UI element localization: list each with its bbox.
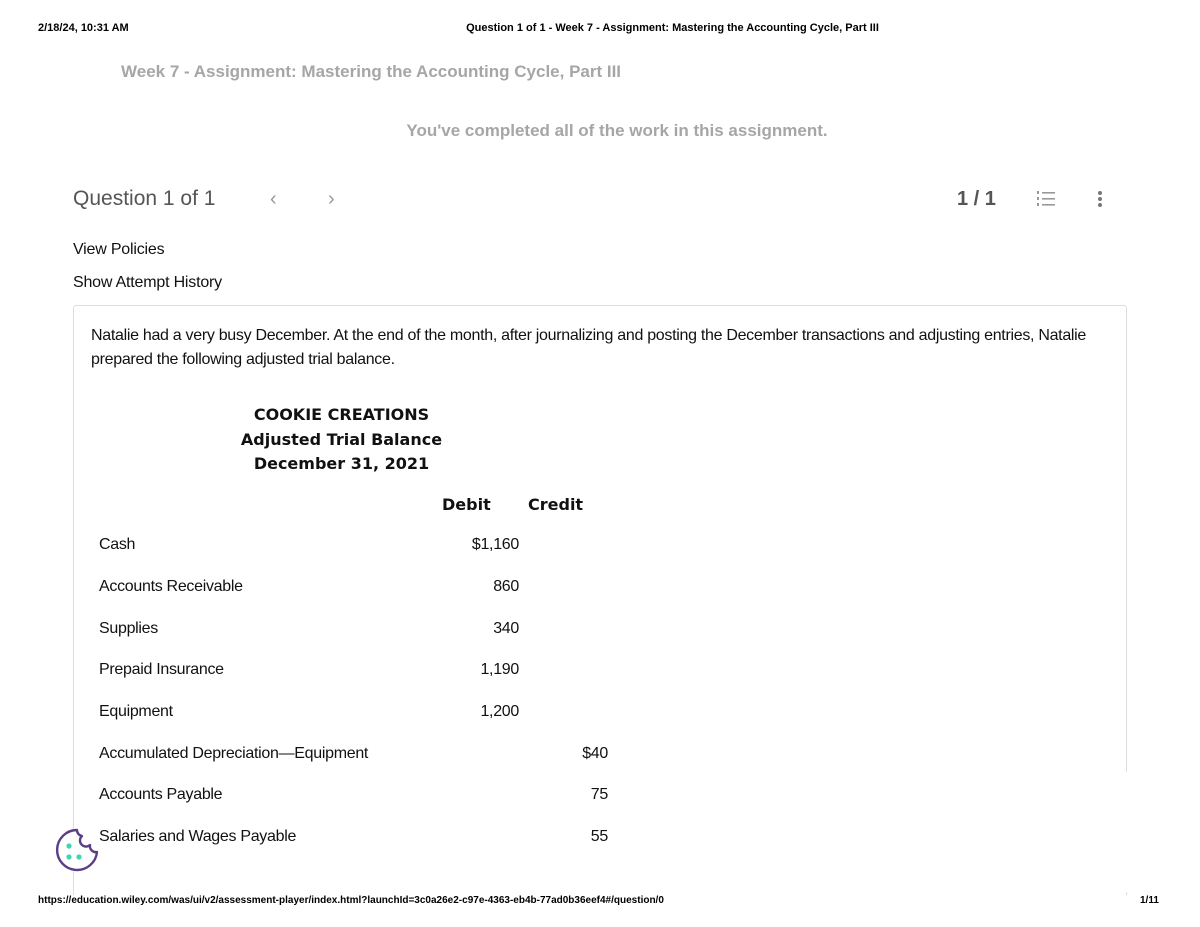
question-title: Question 1 of 1	[73, 187, 216, 210]
cookie-icon[interactable]	[54, 827, 100, 873]
show-attempt-history-link[interactable]: Show Attempt History	[73, 274, 222, 291]
question-counter: 1 / 1	[957, 188, 996, 210]
credit-amount: 75	[590, 786, 608, 803]
table-row	[99, 661, 599, 685]
chevron-left-icon[interactable]: ‹	[270, 188, 277, 210]
debit-amount: 1,190	[480, 661, 519, 678]
credit-amount: $40	[582, 745, 608, 762]
question-navigation-bar	[73, 186, 1113, 216]
print-header	[0, 22, 1200, 38]
account-name: Accumulated Depreciation—Equipment	[99, 745, 369, 762]
account-name: Cash	[99, 536, 136, 553]
chevron-right-icon[interactable]: ›	[328, 188, 335, 210]
print-datetime: 2/18/24, 10:31 AM	[38, 22, 129, 34]
print-footer	[0, 895, 1200, 909]
table-row	[99, 536, 599, 560]
print-title: Question 1 of 1 - Week 7 - Assignment: Mastering the Accounting Cycle, Part III	[466, 22, 879, 34]
page-number: 1/11	[1140, 895, 1159, 906]
credit-amount: 55	[590, 828, 608, 845]
view-policies-link[interactable]: View Policies	[73, 241, 165, 258]
divider	[1126, 772, 1127, 892]
question-content-box	[73, 305, 1127, 895]
completion-message: You've completed all of the work in this assignment.	[406, 121, 828, 140]
account-name: Prepaid Insurance	[99, 661, 224, 678]
debit-amount: 1,200	[480, 703, 519, 720]
account-name: Accounts Payable	[99, 786, 223, 803]
statement-date: December 31, 2021	[253, 454, 430, 473]
company-name: COOKIE CREATIONS	[253, 405, 430, 424]
table-row	[99, 745, 608, 769]
debit-amount: 340	[493, 620, 519, 637]
debit-amount: 860	[493, 578, 519, 595]
debit-amount: $1,160	[471, 536, 519, 553]
account-name: Equipment	[99, 703, 173, 720]
more-vertical-icon[interactable]	[1095, 188, 1105, 210]
credit-column-header: Credit	[528, 495, 584, 514]
table-row	[99, 578, 599, 602]
table-row	[99, 620, 599, 644]
account-name: Accounts Receivable	[99, 578, 243, 595]
table-row	[99, 786, 608, 810]
question-text: Natalie had a very busy December. At the end of the month, after journalizing and posting the December transactions and adjusting entries, Natalie prepared the following adjusted trial balance.	[91, 327, 1087, 368]
table-row	[99, 828, 608, 852]
statement-heading	[224, 403, 459, 477]
account-name: Salaries and Wages Payable	[99, 828, 297, 845]
numbered-list-icon[interactable]	[1035, 188, 1057, 210]
print-url: https://education.wiley.com/was/ui/v2/assessment-player/index.html?launchId=3c0a26e2-c97e-4363-eb4b-77ad0b36eef4#/question/0	[38, 895, 664, 906]
statement-name: Adjusted Trial Balance	[240, 429, 443, 449]
debit-column-header: Debit	[442, 495, 491, 514]
account-name: Supplies	[99, 620, 158, 637]
table-row	[99, 703, 599, 727]
assignment-title: Week 7 - Assignment: Mastering the Accounting Cycle, Part III	[121, 62, 622, 81]
